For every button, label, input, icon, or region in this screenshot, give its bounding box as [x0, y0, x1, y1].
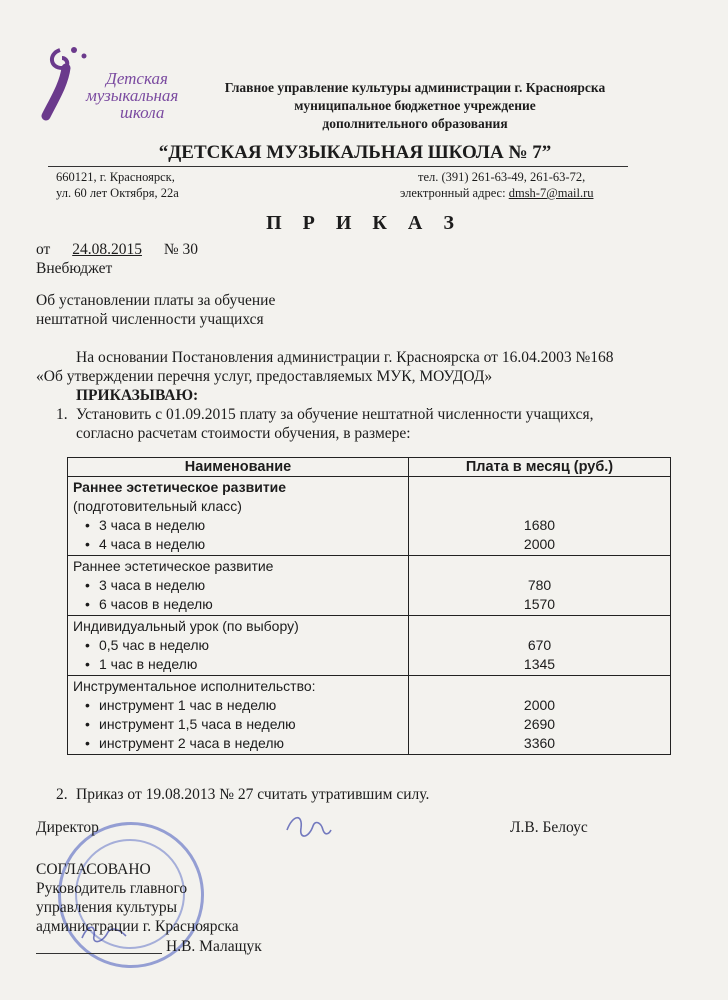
list-item: • 0,5 час в неделю	[73, 636, 403, 655]
group-title: Раннее эстетическое развитие	[73, 479, 287, 495]
list-item: • 1 час в неделю	[73, 655, 403, 674]
item-2-text: Приказ от 19.08.2013 № 27 считать утратившим силу.	[76, 786, 430, 803]
header-line-1: Главное управление культуры администрации г. Красноярска	[224, 80, 606, 95]
price-cell	[409, 556, 671, 616]
agreed-line-4: администрации г. Красноярска	[36, 918, 239, 935]
table-row	[68, 477, 671, 556]
group-title: Раннее эстетическое развитие	[73, 558, 274, 574]
doc-number: № 30	[163, 241, 198, 258]
list-item: • 4 часа в неделю	[73, 535, 403, 554]
email-line	[400, 186, 593, 201]
list-item: • 3 часа в неделю	[73, 576, 403, 595]
price-value: 780	[527, 577, 552, 593]
agreed-name: Н.В. Малащук	[166, 938, 262, 955]
logo-line-1: Детская	[106, 69, 168, 88]
address-line-1: 660121, г. Красноярск,	[56, 170, 175, 184]
subject-line-1: Об установлении платы за обучение	[36, 292, 276, 309]
price-cell	[409, 477, 671, 556]
signature-line	[36, 953, 162, 954]
director-name: Л.В. Белоус	[510, 819, 588, 836]
price-cell	[409, 616, 671, 676]
logo-text	[86, 69, 179, 122]
group-cell	[68, 676, 409, 755]
logo-line-3: школа	[120, 103, 165, 122]
table-row	[68, 616, 671, 676]
agreed-label: СОГЛАСОВАНО	[36, 861, 151, 878]
list-item: • инструмент 1 час в неделю	[73, 696, 403, 715]
list-item: • инструмент 1,5 часа в неделю	[73, 715, 403, 734]
from-label: от	[36, 241, 51, 258]
school-name: “ДЕТСКАЯ МУЗЫКАЛЬНАЯ ШКОЛА № 7”	[158, 142, 552, 163]
list-item: • 3 часа в неделю	[73, 516, 403, 535]
list-item: • 6 часов в неделю	[73, 595, 403, 614]
item-1-number: 1.	[56, 406, 68, 423]
subject-line-2: нештатной численности учащихся	[36, 311, 264, 328]
price-value: 2690	[523, 716, 556, 732]
item-1-line-1: Установить с 01.09.2015 плату за обучение нештатной численности учащихся,	[76, 406, 594, 423]
item-2-number: 2.	[56, 786, 68, 803]
header-line-3: дополнительного образования	[322, 116, 508, 131]
basis-line-2: «Об утверждении перечня услуг, предоставляемых МУК, МОУДОД»	[36, 368, 493, 385]
address-line-2: ул. 60 лет Октября, 22а	[56, 186, 179, 200]
order-word: ПРИКАЗЫВАЮ:	[76, 387, 199, 404]
item-1-line-2: согласно расчетам стоимости обучения, в размере:	[76, 425, 411, 442]
doc-date: 24.08.2015	[72, 241, 142, 258]
fee-table	[67, 457, 671, 755]
doc-title: П Р И К А З	[266, 212, 462, 234]
budget-label: Внебюджет	[36, 260, 113, 277]
table-header-row	[68, 458, 671, 477]
group-title: Индивидуальный урок (по выбору)	[73, 618, 299, 634]
logo-line-2: музыкальная	[86, 86, 179, 105]
agreed-line-3: управления культуры	[36, 899, 178, 916]
price-value: 1570	[523, 596, 556, 612]
director-label: Директор	[36, 819, 99, 836]
price-value: 2000	[523, 536, 556, 552]
price-value: 670	[527, 637, 552, 653]
agreed-line-2: Руководитель главного	[36, 880, 188, 897]
price-value: 1680	[523, 517, 556, 533]
phone: тел. (391) 261-63-49, 261-63-72,	[418, 170, 586, 184]
doc-date-line	[36, 241, 198, 259]
price-value: 3360	[523, 735, 556, 751]
price-value: 2000	[523, 697, 556, 713]
group-cell	[68, 616, 409, 676]
group-title: Инструментальное исполнительство:	[73, 678, 316, 694]
table-row	[68, 676, 671, 755]
list-item: • инструмент 2 часа в неделю	[73, 734, 403, 753]
price-cell	[409, 676, 671, 755]
director-signature	[283, 808, 333, 848]
basis-line-1: На основании Постановления администрации г. Красноярска от 16.04.2003 №168	[76, 349, 614, 366]
header-rule	[48, 166, 628, 167]
group-cell	[68, 477, 409, 556]
header-name: Наименование	[68, 458, 409, 477]
group-subtitle: (подготовительный класс)	[73, 498, 242, 514]
email-label: электронный адрес:	[400, 186, 506, 200]
group-cell	[68, 556, 409, 616]
header-price: Плата в месяц (руб.)	[409, 458, 671, 477]
email-link[interactable]: dmsh-7@mail.ru	[508, 186, 594, 200]
table-row	[68, 556, 671, 616]
header-line-2: муниципальное бюджетное учреждение	[294, 98, 536, 113]
price-value: 1345	[523, 656, 556, 672]
